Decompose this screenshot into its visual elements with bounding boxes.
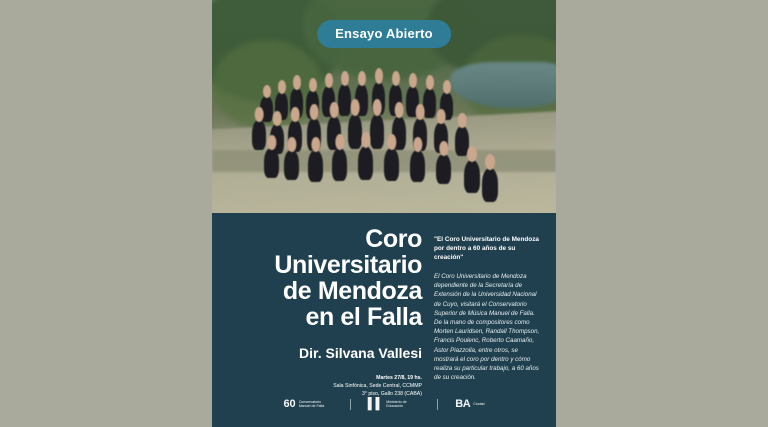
title-line-3: de Mendoza: [282, 277, 422, 305]
description-text: El Coro Universitario de Mendoza dependiente de la Secretaría de Extensión de la Universidad Nacional de Cuyo, visitará el Conservatorio Superior de Música Manuel de Falla. De la mano de compositores como Morten Lauridsen, Randall Thompson, Francis Poulenc, Roberto Caamaño, Astor Piazzolla, entre otros, se mostrará el coro por dentro y cómo realiza su particular trabajo, a 60 años de su creación.: [434, 273, 540, 382]
event-datetime: Martes 27/8, 19 hs.: [376, 375, 422, 381]
page-title: [226, 226, 422, 330]
choir-member: [264, 148, 279, 178]
logo-divider: [350, 399, 351, 410]
choir-member: [464, 160, 480, 193]
choir-member: [252, 120, 266, 150]
title-line-4: en el Falla: [305, 303, 422, 331]
unidad-logo-text: Ministerio de Educación: [386, 399, 407, 408]
choir-member: [348, 114, 362, 149]
choir-member: [423, 88, 436, 118]
logo-strip: [212, 398, 556, 410]
unidad-logo: [368, 399, 421, 410]
ccmmp-logo-text: Conservatorio Manuel de Falla: [298, 399, 325, 408]
choir-member: [308, 150, 323, 182]
title-line-1: Coro: [365, 225, 422, 253]
open-rehearsal-badge: Ensayo Abierto: [317, 20, 451, 48]
choir-member: [370, 114, 384, 149]
choir-member: [410, 150, 425, 182]
buenos-aires-logo: [455, 398, 484, 410]
ccmmp-logo-mark: 60: [283, 397, 296, 410]
poster: [212, 0, 556, 427]
choir-member: [332, 148, 347, 181]
buenos-aires-logo-mark: BA: [455, 398, 471, 410]
event-venue: Sala Sinfónica, Sede Central, CCMMP: [333, 383, 422, 389]
title-block: [226, 226, 422, 398]
choir-member: [384, 148, 399, 181]
info-panel: [212, 213, 556, 427]
choir-member: [284, 150, 299, 180]
event-address: 3° piso, Gallo 238 (CABA): [361, 391, 422, 397]
title-line-2: Universitario: [274, 251, 422, 279]
buenos-aires-logo-text: Ciudad: [473, 401, 485, 406]
director-name: Dir. Silvana Vallesi: [299, 345, 422, 361]
choir-photograph: [212, 0, 556, 213]
description-block: [434, 235, 540, 382]
choir-member: [338, 84, 351, 116]
pull-quote: "El Coro Universitario de Mendoza por dentro a 60 años de su creación": [434, 236, 539, 261]
choir-member: [482, 168, 498, 202]
logo-divider: [437, 399, 438, 410]
ccmmp-logo: [283, 399, 332, 410]
unidad-logo-mark: ▌▌: [367, 397, 384, 410]
choir-member: [436, 154, 451, 184]
choir-member: [358, 146, 373, 180]
event-details: [226, 374, 422, 398]
